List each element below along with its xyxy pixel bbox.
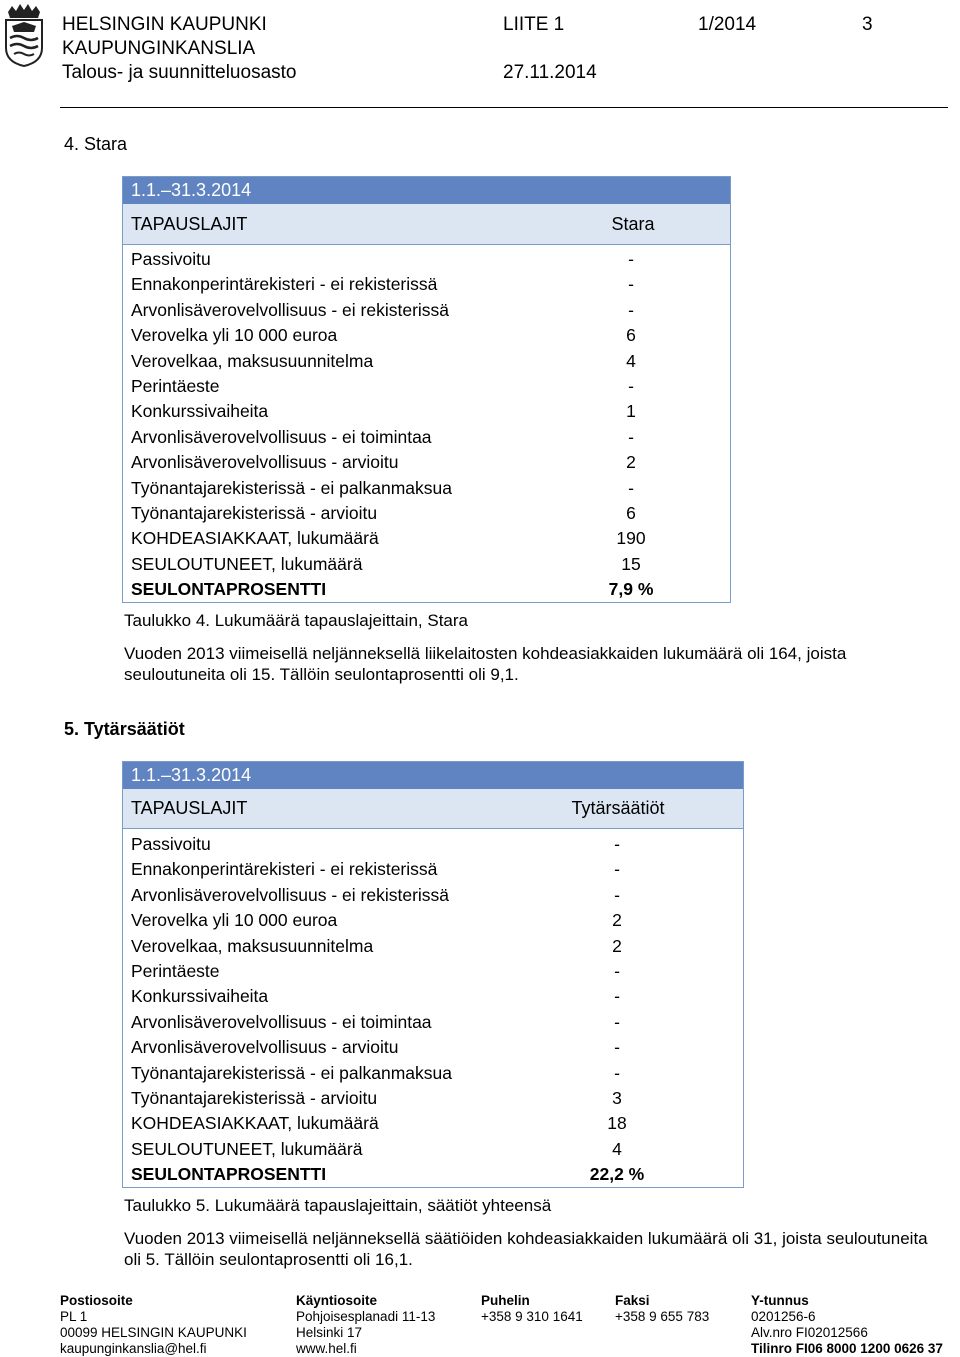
row-value: 2 (612, 935, 622, 956)
footer-line: Tilinro FI06 8000 1200 0626 37 (751, 1341, 943, 1356)
table-row (123, 374, 730, 399)
row-label: Verovelkaa, maksusuunnitelma (131, 935, 374, 956)
footer-business-id (751, 1293, 943, 1357)
row-label: Työnantajarekisterissä - arvioitu (131, 503, 378, 523)
section-heading-tytarsaatiot: 5. Tytärsäätiöt (64, 719, 185, 739)
row-label: SEULOUTUNEET, lukumäärä (131, 553, 363, 574)
table-row (123, 1137, 743, 1162)
footer-line: Alv.nro FI02012566 (751, 1325, 868, 1340)
table-row (123, 1111, 743, 1136)
row-label: Työnantajarekisterissä - ei palkanmaksua (131, 477, 452, 498)
footer-fax (615, 1293, 709, 1325)
row-label: SEULOUTUNEET, lukumäärä (131, 1138, 363, 1159)
org-name: HELSINGIN KAUPUNKI (62, 14, 267, 35)
org-unit: KAUPUNGINKANSLIA (62, 38, 256, 59)
row-label: Arvonlisäverovelvollisuus - ei toimintaa (131, 1011, 432, 1032)
row-label: Työnantajarekisterissä - arvioitu (131, 1088, 378, 1108)
table-header-row (123, 789, 743, 828)
row-value: - (628, 299, 634, 320)
paragraph-stara: Vuoden 2013 viimeisellä neljänneksellä liikelaitosten kohdeasiakkaiden lukumäärä oli 164, joista seuloutuneita oli 15. Tällöin seulontaprosentti oli 9,1. (124, 644, 847, 684)
column-header-stara: Stara (611, 214, 655, 234)
table-row (123, 298, 730, 323)
row-label: Arvonlisäverovelvollisuus - arvioitu (131, 1037, 399, 1058)
row-value: - (614, 986, 620, 1007)
footer-line: 0201256-6 (751, 1309, 816, 1324)
column-header-case-types: TAPAUSLAJIT (131, 798, 248, 818)
tytarsaatiot-table (122, 761, 744, 1188)
table-row (123, 883, 743, 908)
footer-title: Faksi (615, 1293, 650, 1308)
table-row (123, 577, 730, 602)
row-label: Verovelka yli 10 000 euroa (131, 325, 338, 346)
row-label: Perintäeste (131, 961, 220, 981)
table-row (123, 832, 743, 857)
footer-visit-address (296, 1293, 435, 1357)
row-label: Verovelkaa, maksusuunnitelma (131, 350, 374, 371)
footer-phone (481, 1293, 583, 1325)
table-header-row (123, 204, 730, 244)
org-department: Talous- ja suunnitteluosasto (62, 62, 297, 83)
row-label: Arvonlisäverovelvollisuus - ei rekisterissä (131, 299, 450, 320)
row-value: 3 (612, 1088, 622, 1108)
table-row (123, 1086, 743, 1111)
footer-line: +358 9 310 1641 (481, 1309, 583, 1324)
footer-line: 00099 HELSINGIN KAUPUNKI (60, 1325, 247, 1340)
footer-title: Puhelin (481, 1293, 530, 1308)
row-value: - (628, 376, 634, 396)
row-value: - (614, 1011, 620, 1032)
footer-line: PL 1 (60, 1309, 88, 1324)
row-value: 2 (626, 452, 636, 473)
row-value: - (628, 477, 634, 498)
table-row (123, 399, 730, 424)
row-label: Perintäeste (131, 376, 220, 396)
table-row (123, 450, 730, 475)
section-heading-stara: 4. Stara (64, 134, 128, 154)
table-row (123, 476, 730, 501)
row-value: 190 (616, 528, 646, 549)
table-row (123, 425, 730, 450)
table-caption-5: Taulukko 5. Lukumäärä tapauslajeittain, säätiöt yhteensä (124, 1196, 552, 1215)
table-row (123, 908, 743, 933)
table-row (123, 501, 730, 526)
table-row (123, 552, 730, 577)
footer-postal-address (60, 1293, 247, 1357)
row-value: - (614, 1062, 620, 1083)
table-row (123, 1035, 743, 1060)
footer-title: Y-tunnus (751, 1293, 809, 1308)
row-value: 4 (612, 1138, 622, 1159)
footer-website: www.hel.fi (296, 1341, 357, 1356)
row-value: - (614, 1037, 620, 1058)
document-date: 27.11.2014 (503, 62, 597, 83)
table-caption-4: Taulukko 4. Lukumäärä tapauslajeittain, Stara (124, 611, 468, 630)
row-value: - (614, 859, 620, 880)
row-label: Arvonlisäverovelvollisuus - arvioitu (131, 452, 399, 473)
header-divider (60, 107, 948, 108)
row-label: Ennakonperintärekisteri - ei rekisterissä (131, 274, 438, 295)
attachment-label: LIITE 1 (503, 14, 565, 35)
table-row (123, 349, 730, 374)
table-row (123, 1162, 743, 1187)
row-value: - (614, 961, 620, 981)
row-value: - (628, 274, 634, 295)
table-row (123, 984, 743, 1009)
table-period: 1.1.–31.3.2014 (123, 762, 743, 789)
row-value: - (614, 834, 620, 854)
table-row (123, 272, 730, 297)
row-label: Arvonlisäverovelvollisuus - ei rekisterissä (131, 884, 450, 905)
column-header-case-types: TAPAUSLAJIT (131, 214, 248, 234)
footer-line: Pohjoisesplanadi 11-13 (296, 1309, 436, 1324)
row-value: - (628, 426, 634, 447)
helsinki-coat-of-arms-logo (2, 2, 46, 68)
row-value: - (628, 249, 634, 269)
row-label: Verovelka yli 10 000 euroa (131, 910, 338, 931)
row-label: Konkurssivaiheita (131, 986, 269, 1007)
column-header-tytarsaatiot: Tytärsäätiöt (571, 798, 665, 818)
table-row (123, 934, 743, 959)
row-label: Työnantajarekisterissä - ei palkanmaksua (131, 1062, 452, 1083)
document-number: 1/2014 (698, 14, 757, 35)
table-period: 1.1.–31.3.2014 (123, 177, 730, 204)
row-value: 18 (607, 1113, 627, 1134)
footer-line: Helsinki 17 (296, 1325, 363, 1340)
row-value: 4 (626, 350, 636, 371)
row-value: 6 (626, 325, 636, 346)
footer-line: +358 9 655 783 (615, 1309, 710, 1324)
row-label: Passivoitu (131, 249, 211, 269)
row-value: - (614, 884, 620, 905)
row-value: 6 (626, 503, 636, 523)
table-row (123, 1010, 743, 1035)
page-number: 3 (862, 14, 873, 35)
row-value: 2 (612, 910, 622, 931)
row-label: Arvonlisäverovelvollisuus - ei toimintaa (131, 426, 432, 447)
table-row (123, 1061, 743, 1086)
table-row (123, 247, 730, 272)
table-row (123, 323, 730, 348)
row-label: SEULONTAPROSENTTI (131, 1164, 327, 1185)
row-label: SEULONTAPROSENTTI (131, 579, 327, 600)
row-value: 7,9 % (608, 579, 654, 600)
row-label: Passivoitu (131, 834, 211, 854)
row-value: 15 (621, 553, 641, 574)
row-value: 1 (626, 401, 636, 422)
table-row (123, 526, 730, 551)
row-label: KOHDEASIAKKAAT, lukumäärä (131, 1113, 379, 1134)
table-header-divider (123, 244, 730, 245)
row-label: KOHDEASIAKKAAT, lukumäärä (131, 528, 379, 549)
table-row (123, 857, 743, 882)
table-row (123, 959, 743, 984)
row-label: Konkurssivaiheita (131, 401, 269, 422)
footer-title: Postiosoite (60, 1293, 133, 1308)
stara-table (122, 176, 731, 603)
footer-title: Käyntiosoite (296, 1293, 378, 1308)
row-label: Ennakonperintärekisteri - ei rekisterissä (131, 859, 438, 880)
footer-email: kaupunginkanslia@hel.fi (60, 1341, 207, 1356)
paragraph-tytarsaatiot: Vuoden 2013 viimeisellä neljänneksellä säätiöiden kohdeasiakkaiden lukumäärä oli 31, joista seuloutuneita oli 5. Tällöin seulontaprosentti oli 16,1. (124, 1229, 928, 1269)
table-header-divider (123, 828, 743, 829)
row-value: 22,2 % (589, 1164, 645, 1185)
